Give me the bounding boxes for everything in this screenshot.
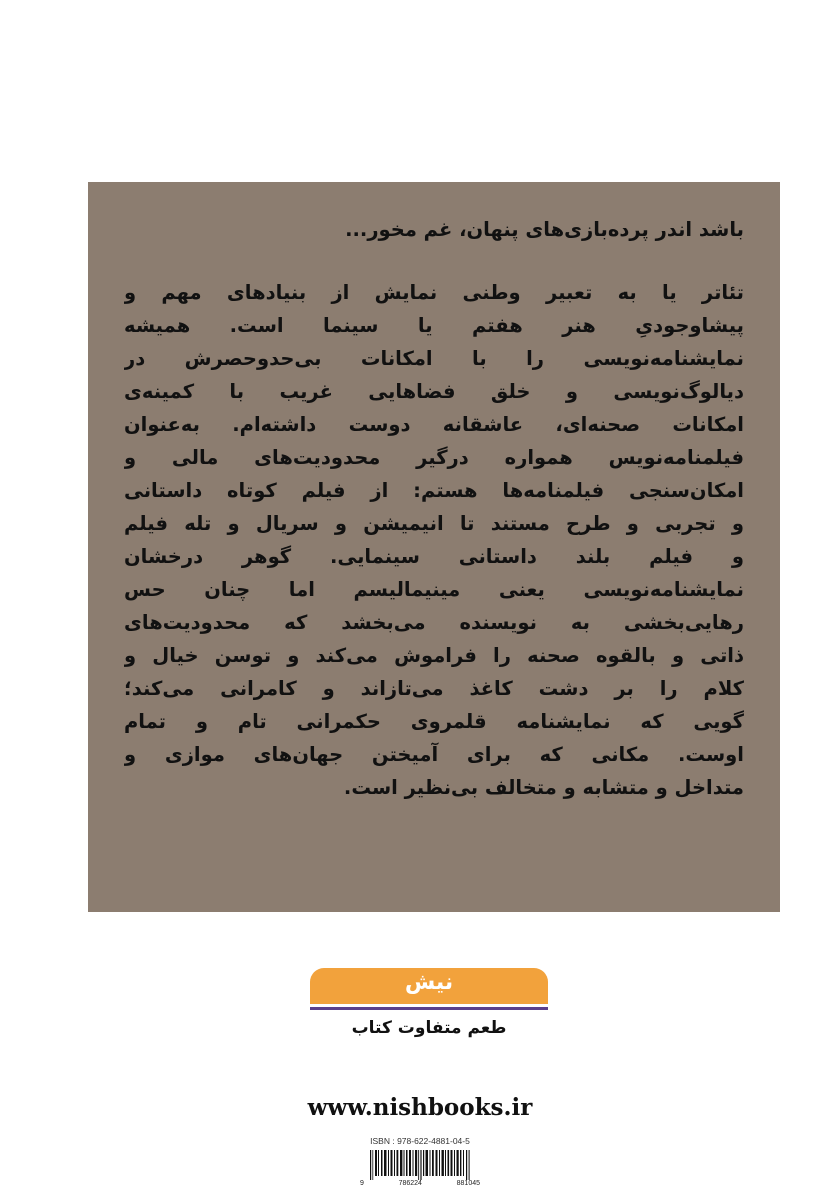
body-line: امکان‌سنجی فیلمنامه‌ها هستم: از فیلم کوتاه داستانی bbox=[124, 479, 744, 502]
barcode-digits bbox=[360, 1180, 480, 1187]
barcode-digit-group: 881045 bbox=[456, 1180, 480, 1187]
body-line: اوست. مکانی که برای آمیختن جهان‌های موازی و bbox=[124, 743, 744, 766]
publisher-tagline: طعم متفاوت کتاب bbox=[351, 1018, 507, 1038]
publisher-logo bbox=[310, 968, 548, 1016]
body-line-last: متداخل و متشابه و متخالف بی‌نظیر است. bbox=[343, 776, 744, 799]
barcode-icon bbox=[370, 1150, 470, 1180]
barcode-digit-group: 786224 bbox=[398, 1180, 422, 1187]
body-line: گویی که نمایشنامه قلمروی حکمرانی تام و تمام bbox=[124, 710, 744, 733]
body-line: پیشاوجودیِ هنر هفتم یا سینما است. همیشه bbox=[124, 314, 744, 337]
barcode-digit-group: 9 bbox=[360, 1180, 364, 1187]
body-line: امکانات صحنه‌ای، عاشقانه دوست داشته‌ام. به‌عنوان bbox=[124, 413, 744, 436]
body-line: تئاتر یا به تعبیر وطنی نمایش از بنیادهای مهم و bbox=[124, 281, 744, 304]
body-line: و فیلم بلند داستانی سینمایی. گوهر درخشان bbox=[124, 545, 744, 568]
body-line: فیلمنامه‌نویس همواره درگیر محدودیت‌های مالی و bbox=[124, 446, 744, 469]
body-line: دیالوگ‌نویسی و خلق فضاهایی غریب با کمینه‌ی bbox=[124, 380, 744, 403]
body-line: و تجربی و طرح مستند تا انیمیشن و سریال و تله فیلم bbox=[124, 512, 744, 535]
body-line: رهایی‌بخشی به نویسنده می‌بخشد که محدودیت‌های bbox=[124, 611, 744, 634]
body-line: کلام را بر دشت کاغذ می‌تازاند و کامرانی می‌کند؛ bbox=[124, 677, 744, 700]
epigraph: باشد اندر پرده‌بازی‌های پنهان، غم مخور... bbox=[345, 218, 744, 241]
body-line: نمایشنامه‌نویسی را با امکانات بی‌حدوحصرش در bbox=[124, 347, 744, 370]
logo-underline bbox=[310, 1007, 548, 1010]
body-line: ذاتی و بالقوه صحنه را فراموش می‌کند و توسن خیال و bbox=[124, 644, 744, 667]
body-line: نمایشنامه‌نویسی یعنی مینیمالیسم اما چنان حس bbox=[124, 578, 744, 601]
isbn-label: ISBN : 978-622-4881-04-5 bbox=[370, 1136, 470, 1146]
publisher-website: www.nishbooks.ir bbox=[307, 1094, 533, 1121]
logo-wordmark: نیش bbox=[404, 970, 454, 995]
back-cover-text-panel bbox=[88, 182, 780, 912]
